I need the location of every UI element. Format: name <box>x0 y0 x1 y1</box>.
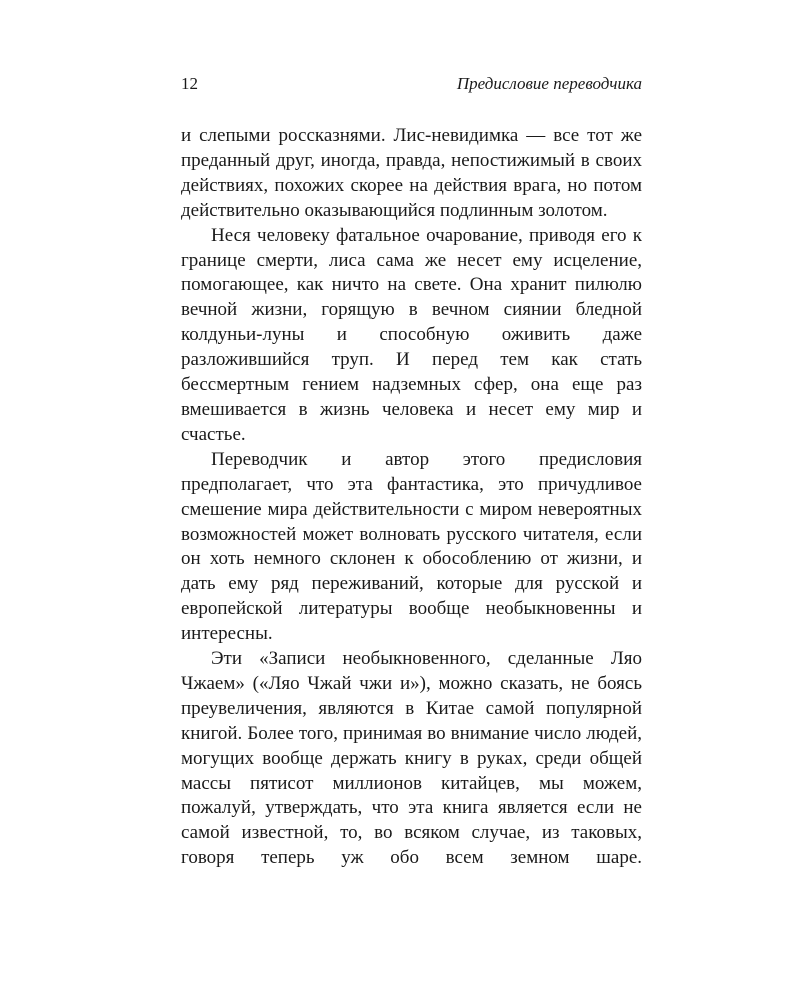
running-title: Предисловие переводчика <box>456 74 642 93</box>
paragraph-continued: и слепыми россказнями. Лис-невидимка — все тот же преданный друг, иногда, правда, непостижимый в своих действиях, похожих скорее на действия врага, но потом действительно оказывающийся подлинным золотом. <box>181 125 642 221</box>
paragraph: Неся человеку фатальное очарование, приводя его к границе смерти, лиса сама же несет ему исцеление, помогающее, как ничто на свете. Она хранит пилюлю вечной жизни, горящую в вечном сиянии бледной колдуньи-луны и способную оживить даже разложившийся труп. И перед тем как стать бессмертным гением надземных сфер, она еще раз вмешивается в жизнь человека и несет ему мир и счастье. <box>181 224 642 445</box>
page-number: 12 <box>181 74 198 93</box>
paragraph: Переводчик и автор этого предисловия предполагает, что эта фантастика, это причудливое смешение мира действительности с миром невероятных возможностей может волновать русского читателя, если он хоть немного склонен к обособлению от жизни, и дать ему ряд переживаний, которые для русской и европейской литературы вообще необыкновенны и интересны. <box>181 448 642 645</box>
running-head <box>181 72 642 96</box>
paragraph: Эти «Записи необыкновенного, сделанные Ляо Чжаем» («Ляо Чжай чжи и»), можно сказать, не боясь преувеличения, являются в Китае самой популярной книгой. Более того, принимая во внимание число людей, могущих вообще держать книгу в руках, среди общей массы пятисот миллионов китайцев, мы можем, пожалуй, утверждать, что эта книга является если не самой известной, то, во всяком случае, из таковых, говоря теперь уж обо всем земном шаре. <box>181 648 642 869</box>
book-page <box>181 72 642 871</box>
body-text <box>181 124 642 871</box>
